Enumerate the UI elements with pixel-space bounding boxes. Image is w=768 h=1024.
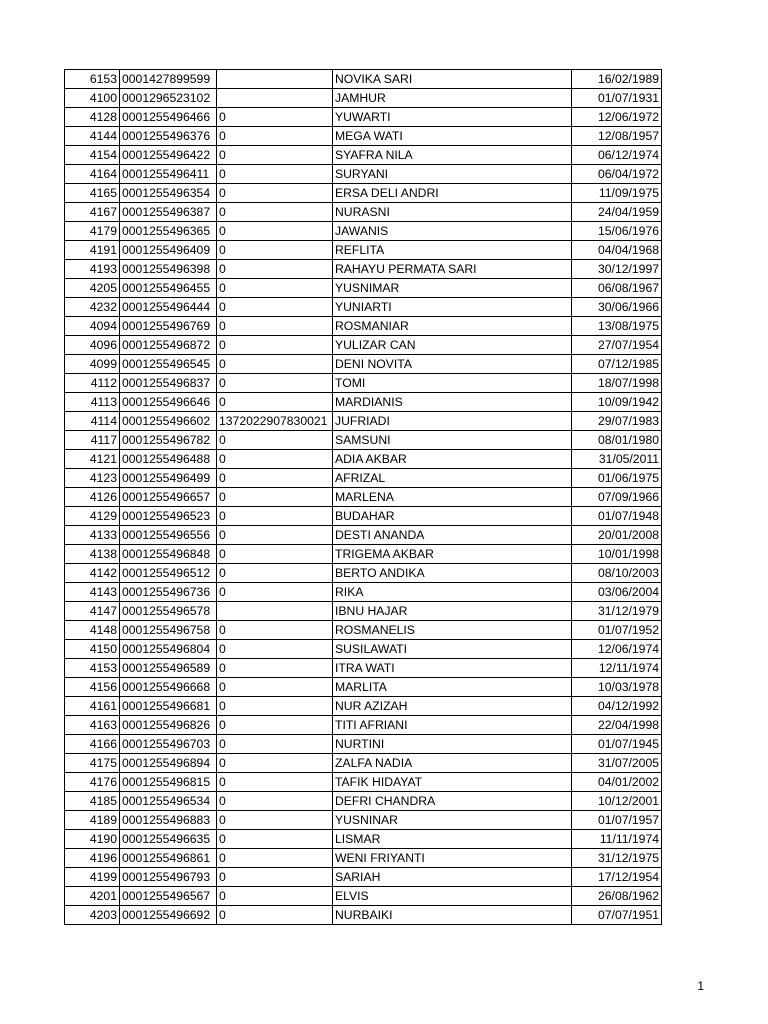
table-row xyxy=(65,431,662,450)
cell-birth-date: 07/09/1966 xyxy=(572,488,662,507)
table-row xyxy=(65,754,662,773)
cell-name: TAFIK HIDAYAT xyxy=(333,773,572,792)
cell-birth-date: 15/06/1976 xyxy=(572,222,662,241)
table-row xyxy=(65,412,662,431)
cell-id: 4094 xyxy=(65,317,120,336)
cell-account-number: 0001255496804 xyxy=(120,640,217,659)
cell-account-number: 0001255496861 xyxy=(120,849,217,868)
table-row xyxy=(65,773,662,792)
cell-id: 4114 xyxy=(65,412,120,431)
cell-id: 4163 xyxy=(65,716,120,735)
cell-nik: 0 xyxy=(217,659,333,678)
cell-account-number: 0001255496411 xyxy=(120,165,217,184)
cell-id: 4161 xyxy=(65,697,120,716)
cell-birth-date: 01/07/1957 xyxy=(572,811,662,830)
table-row xyxy=(65,868,662,887)
table-row xyxy=(65,602,662,621)
table-row xyxy=(65,678,662,697)
cell-birth-date: 10/09/1942 xyxy=(572,393,662,412)
cell-account-number: 0001255496883 xyxy=(120,811,217,830)
cell-id: 4099 xyxy=(65,355,120,374)
cell-account-number: 0001255496409 xyxy=(120,241,217,260)
cell-birth-date: 01/07/1948 xyxy=(572,507,662,526)
cell-name: BUDAHAR xyxy=(333,507,572,526)
cell-account-number: 0001255496365 xyxy=(120,222,217,241)
cell-name: YUSNIMAR xyxy=(333,279,572,298)
table-row xyxy=(65,830,662,849)
cell-nik: 0 xyxy=(217,621,333,640)
cell-account-number: 0001255496657 xyxy=(120,488,217,507)
cell-nik: 0 xyxy=(217,469,333,488)
cell-nik: 0 xyxy=(217,431,333,450)
table-row xyxy=(65,811,662,830)
table-row xyxy=(65,241,662,260)
cell-name: SURYANI xyxy=(333,165,572,184)
page-number: 1 xyxy=(697,979,704,993)
cell-birth-date: 04/01/2002 xyxy=(572,773,662,792)
cell-id: 4156 xyxy=(65,678,120,697)
cell-id: 4153 xyxy=(65,659,120,678)
cell-nik xyxy=(217,70,333,89)
cell-nik: 0 xyxy=(217,773,333,792)
table-row xyxy=(65,697,662,716)
cell-account-number: 0001255496354 xyxy=(120,184,217,203)
cell-nik: 0 xyxy=(217,564,333,583)
cell-nik: 0 xyxy=(217,222,333,241)
cell-account-number: 0001255496534 xyxy=(120,792,217,811)
table-row xyxy=(65,621,662,640)
cell-birth-date: 10/01/1998 xyxy=(572,545,662,564)
table-row xyxy=(65,488,662,507)
cell-id: 4148 xyxy=(65,621,120,640)
cell-birth-date: 16/02/1989 xyxy=(572,70,662,89)
data-table xyxy=(64,69,662,925)
cell-nik: 0 xyxy=(217,830,333,849)
cell-account-number: 0001255496422 xyxy=(120,146,217,165)
cell-account-number: 0001255496466 xyxy=(120,108,217,127)
cell-id: 4185 xyxy=(65,792,120,811)
cell-nik: 0 xyxy=(217,697,333,716)
cell-id: 4193 xyxy=(65,260,120,279)
table-row xyxy=(65,469,662,488)
cell-account-number: 0001255496815 xyxy=(120,773,217,792)
cell-name: ELVIS xyxy=(333,887,572,906)
cell-birth-date: 04/04/1968 xyxy=(572,241,662,260)
cell-name: AFRIZAL xyxy=(333,469,572,488)
cell-nik: 0 xyxy=(217,849,333,868)
cell-name: ZALFA NADIA xyxy=(333,754,572,773)
cell-name: YUSNINAR xyxy=(333,811,572,830)
cell-nik: 0 xyxy=(217,241,333,260)
cell-birth-date: 31/12/1979 xyxy=(572,602,662,621)
cell-account-number: 0001255496499 xyxy=(120,469,217,488)
cell-name: SARIAH xyxy=(333,868,572,887)
cell-account-number: 0001255496545 xyxy=(120,355,217,374)
cell-name: JUFRIADI xyxy=(333,412,572,431)
cell-nik: 0 xyxy=(217,811,333,830)
table-row xyxy=(65,792,662,811)
cell-nik: 0 xyxy=(217,640,333,659)
cell-account-number: 0001255496578 xyxy=(120,602,217,621)
cell-id: 4196 xyxy=(65,849,120,868)
cell-nik: 0 xyxy=(217,393,333,412)
cell-name: TOMI xyxy=(333,374,572,393)
cell-id: 4166 xyxy=(65,735,120,754)
cell-nik: 0 xyxy=(217,203,333,222)
table-row xyxy=(65,336,662,355)
cell-id: 4138 xyxy=(65,545,120,564)
cell-account-number: 0001255496512 xyxy=(120,564,217,583)
table-row xyxy=(65,317,662,336)
table-row xyxy=(65,89,662,108)
cell-account-number: 0001255496872 xyxy=(120,336,217,355)
cell-account-number: 0001427899599 xyxy=(120,70,217,89)
cell-id: 4113 xyxy=(65,393,120,412)
cell-account-number: 0001255496567 xyxy=(120,887,217,906)
cell-nik: 0 xyxy=(217,906,333,925)
cell-birth-date: 01/07/1931 xyxy=(572,89,662,108)
cell-birth-date: 01/07/1952 xyxy=(572,621,662,640)
cell-name: TITI AFRIANI xyxy=(333,716,572,735)
cell-name: RIKA xyxy=(333,583,572,602)
cell-nik: 0 xyxy=(217,336,333,355)
table-row xyxy=(65,222,662,241)
cell-name: TRIGEMA AKBAR xyxy=(333,545,572,564)
cell-birth-date: 17/12/1954 xyxy=(572,868,662,887)
cell-birth-date: 26/08/1962 xyxy=(572,887,662,906)
table-row xyxy=(65,298,662,317)
cell-nik: 0 xyxy=(217,450,333,469)
cell-nik: 0 xyxy=(217,583,333,602)
cell-birth-date: 04/12/1992 xyxy=(572,697,662,716)
cell-name: ADIA AKBAR xyxy=(333,450,572,469)
table-row xyxy=(65,659,662,678)
cell-name: DENI NOVITA xyxy=(333,355,572,374)
cell-name: SAMSUNI xyxy=(333,431,572,450)
cell-id: 4190 xyxy=(65,830,120,849)
table-row xyxy=(65,716,662,735)
cell-id: 4096 xyxy=(65,336,120,355)
cell-name: WENI FRIYANTI xyxy=(333,849,572,868)
cell-nik: 0 xyxy=(217,887,333,906)
cell-nik: 0 xyxy=(217,184,333,203)
cell-account-number: 0001255496646 xyxy=(120,393,217,412)
cell-account-number: 0001255496602 xyxy=(120,412,217,431)
table-body xyxy=(65,70,662,925)
cell-id: 6153 xyxy=(65,70,120,89)
cell-birth-date: 10/12/2001 xyxy=(572,792,662,811)
cell-id: 4167 xyxy=(65,203,120,222)
cell-account-number: 0001255496681 xyxy=(120,697,217,716)
cell-birth-date: 12/11/1974 xyxy=(572,659,662,678)
table-row xyxy=(65,127,662,146)
cell-id: 4191 xyxy=(65,241,120,260)
cell-id: 4121 xyxy=(65,450,120,469)
cell-name: NURBAIKI xyxy=(333,906,572,925)
cell-name: ROSMANIAR xyxy=(333,317,572,336)
cell-nik: 0 xyxy=(217,792,333,811)
table-row xyxy=(65,849,662,868)
table-row xyxy=(65,355,662,374)
table-row xyxy=(65,146,662,165)
table-row xyxy=(65,260,662,279)
cell-name: MARLITA xyxy=(333,678,572,697)
cell-name: ITRA WATI xyxy=(333,659,572,678)
cell-birth-date: 12/08/1957 xyxy=(572,127,662,146)
table-row xyxy=(65,735,662,754)
cell-nik: 0 xyxy=(217,279,333,298)
cell-birth-date: 27/07/1954 xyxy=(572,336,662,355)
cell-id: 4133 xyxy=(65,526,120,545)
cell-nik xyxy=(217,89,333,108)
cell-birth-date: 30/06/1966 xyxy=(572,298,662,317)
cell-birth-date: 08/10/2003 xyxy=(572,564,662,583)
cell-name: IBNU HAJAR xyxy=(333,602,572,621)
cell-nik: 0 xyxy=(217,165,333,184)
table-row xyxy=(65,887,662,906)
cell-account-number: 0001255496444 xyxy=(120,298,217,317)
table-row xyxy=(65,374,662,393)
cell-account-number: 0001255496793 xyxy=(120,868,217,887)
cell-account-number: 0001255496894 xyxy=(120,754,217,773)
cell-account-number: 0001255496848 xyxy=(120,545,217,564)
cell-account-number: 0001255496455 xyxy=(120,279,217,298)
cell-name: NOVIKA SARI xyxy=(333,70,572,89)
table-row xyxy=(65,108,662,127)
cell-id: 4175 xyxy=(65,754,120,773)
cell-name: LISMAR xyxy=(333,830,572,849)
cell-birth-date: 06/12/1974 xyxy=(572,146,662,165)
cell-name: NUR AZIZAH xyxy=(333,697,572,716)
cell-birth-date: 03/06/2004 xyxy=(572,583,662,602)
cell-nik: 0 xyxy=(217,127,333,146)
cell-birth-date: 06/04/1972 xyxy=(572,165,662,184)
cell-account-number: 0001296523102 xyxy=(120,89,217,108)
cell-birth-date: 11/11/1974 xyxy=(572,830,662,849)
cell-id: 4189 xyxy=(65,811,120,830)
cell-birth-date: 20/01/2008 xyxy=(572,526,662,545)
cell-account-number: 0001255496635 xyxy=(120,830,217,849)
cell-birth-date: 18/07/1998 xyxy=(572,374,662,393)
cell-nik: 0 xyxy=(217,108,333,127)
table-row xyxy=(65,640,662,659)
cell-id: 4154 xyxy=(65,146,120,165)
cell-name: YULIZAR CAN xyxy=(333,336,572,355)
cell-id: 4199 xyxy=(65,868,120,887)
table-row xyxy=(65,70,662,89)
cell-account-number: 0001255496837 xyxy=(120,374,217,393)
cell-nik: 0 xyxy=(217,678,333,697)
cell-nik: 0 xyxy=(217,260,333,279)
cell-birth-date: 08/01/1980 xyxy=(572,431,662,450)
cell-id: 4143 xyxy=(65,583,120,602)
cell-nik: 1372022907830021 xyxy=(217,412,333,431)
cell-id: 4123 xyxy=(65,469,120,488)
cell-nik: 0 xyxy=(217,355,333,374)
cell-account-number: 0001255496589 xyxy=(120,659,217,678)
cell-name: JAWANIS xyxy=(333,222,572,241)
cell-name: ROSMANELIS xyxy=(333,621,572,640)
cell-nik: 0 xyxy=(217,146,333,165)
cell-account-number: 0001255496556 xyxy=(120,526,217,545)
cell-nik: 0 xyxy=(217,754,333,773)
cell-name: JAMHUR xyxy=(333,89,572,108)
cell-name: NURTINI xyxy=(333,735,572,754)
cell-birth-date: 29/07/1983 xyxy=(572,412,662,431)
cell-id: 4203 xyxy=(65,906,120,925)
cell-id: 4179 xyxy=(65,222,120,241)
cell-name: MARLENA xyxy=(333,488,572,507)
cell-birth-date: 31/05/2011 xyxy=(572,450,662,469)
table-row xyxy=(65,203,662,222)
cell-account-number: 0001255496668 xyxy=(120,678,217,697)
cell-nik: 0 xyxy=(217,735,333,754)
cell-id: 4232 xyxy=(65,298,120,317)
cell-id: 4129 xyxy=(65,507,120,526)
cell-birth-date: 22/04/1998 xyxy=(572,716,662,735)
table-row xyxy=(65,564,662,583)
table-row xyxy=(65,583,662,602)
cell-id: 4117 xyxy=(65,431,120,450)
cell-id: 4126 xyxy=(65,488,120,507)
cell-birth-date: 12/06/1974 xyxy=(572,640,662,659)
table-row xyxy=(65,184,662,203)
cell-account-number: 0001255496523 xyxy=(120,507,217,526)
cell-birth-date: 30/12/1997 xyxy=(572,260,662,279)
table-row xyxy=(65,545,662,564)
cell-account-number: 0001255496703 xyxy=(120,735,217,754)
cell-birth-date: 31/12/1975 xyxy=(572,849,662,868)
cell-nik: 0 xyxy=(217,298,333,317)
cell-birth-date: 31/07/2005 xyxy=(572,754,662,773)
cell-id: 4100 xyxy=(65,89,120,108)
cell-nik: 0 xyxy=(217,488,333,507)
cell-birth-date: 06/08/1967 xyxy=(572,279,662,298)
table-row xyxy=(65,450,662,469)
cell-birth-date: 01/07/1945 xyxy=(572,735,662,754)
table-row xyxy=(65,906,662,925)
cell-nik xyxy=(217,602,333,621)
cell-account-number: 0001255496398 xyxy=(120,260,217,279)
cell-id: 4147 xyxy=(65,602,120,621)
cell-nik: 0 xyxy=(217,868,333,887)
table-row xyxy=(65,279,662,298)
cell-name: DESTI ANANDA xyxy=(333,526,572,545)
cell-name: RAHAYU PERMATA SARI xyxy=(333,260,572,279)
cell-account-number: 0001255496736 xyxy=(120,583,217,602)
cell-nik: 0 xyxy=(217,317,333,336)
table-row xyxy=(65,526,662,545)
cell-name: SYAFRA NILA xyxy=(333,146,572,165)
cell-account-number: 0001255496758 xyxy=(120,621,217,640)
cell-id: 4144 xyxy=(65,127,120,146)
cell-birth-date: 13/08/1975 xyxy=(572,317,662,336)
cell-name: BERTO ANDIKA xyxy=(333,564,572,583)
cell-account-number: 0001255496782 xyxy=(120,431,217,450)
table-row xyxy=(65,165,662,184)
cell-account-number: 0001255496826 xyxy=(120,716,217,735)
cell-nik: 0 xyxy=(217,374,333,393)
cell-name: YUNIARTI xyxy=(333,298,572,317)
cell-account-number: 0001255496692 xyxy=(120,906,217,925)
cell-id: 4164 xyxy=(65,165,120,184)
cell-id: 4205 xyxy=(65,279,120,298)
cell-birth-date: 11/09/1975 xyxy=(572,184,662,203)
cell-nik: 0 xyxy=(217,545,333,564)
cell-name: MARDIANIS xyxy=(333,393,572,412)
cell-id: 4165 xyxy=(65,184,120,203)
cell-birth-date: 07/12/1985 xyxy=(572,355,662,374)
cell-name: NURASNI xyxy=(333,203,572,222)
cell-id: 4142 xyxy=(65,564,120,583)
table-row xyxy=(65,393,662,412)
cell-nik: 0 xyxy=(217,716,333,735)
cell-name: YUWARTI xyxy=(333,108,572,127)
cell-name: SUSILAWATI xyxy=(333,640,572,659)
cell-account-number: 0001255496387 xyxy=(120,203,217,222)
cell-id: 4150 xyxy=(65,640,120,659)
cell-id: 4128 xyxy=(65,108,120,127)
cell-account-number: 0001255496769 xyxy=(120,317,217,336)
cell-account-number: 0001255496488 xyxy=(120,450,217,469)
table-row xyxy=(65,507,662,526)
cell-name: ERSA DELI ANDRI xyxy=(333,184,572,203)
cell-id: 4201 xyxy=(65,887,120,906)
cell-id: 4112 xyxy=(65,374,120,393)
cell-id: 4176 xyxy=(65,773,120,792)
cell-name: DEFRI CHANDRA xyxy=(333,792,572,811)
cell-account-number: 0001255496376 xyxy=(120,127,217,146)
cell-birth-date: 12/06/1972 xyxy=(572,108,662,127)
cell-birth-date: 10/03/1978 xyxy=(572,678,662,697)
cell-birth-date: 01/06/1975 xyxy=(572,469,662,488)
cell-nik: 0 xyxy=(217,507,333,526)
cell-nik: 0 xyxy=(217,526,333,545)
cell-name: MEGA WATI xyxy=(333,127,572,146)
cell-birth-date: 24/04/1959 xyxy=(572,203,662,222)
cell-birth-date: 07/07/1951 xyxy=(572,906,662,925)
cell-name: REFLITA xyxy=(333,241,572,260)
